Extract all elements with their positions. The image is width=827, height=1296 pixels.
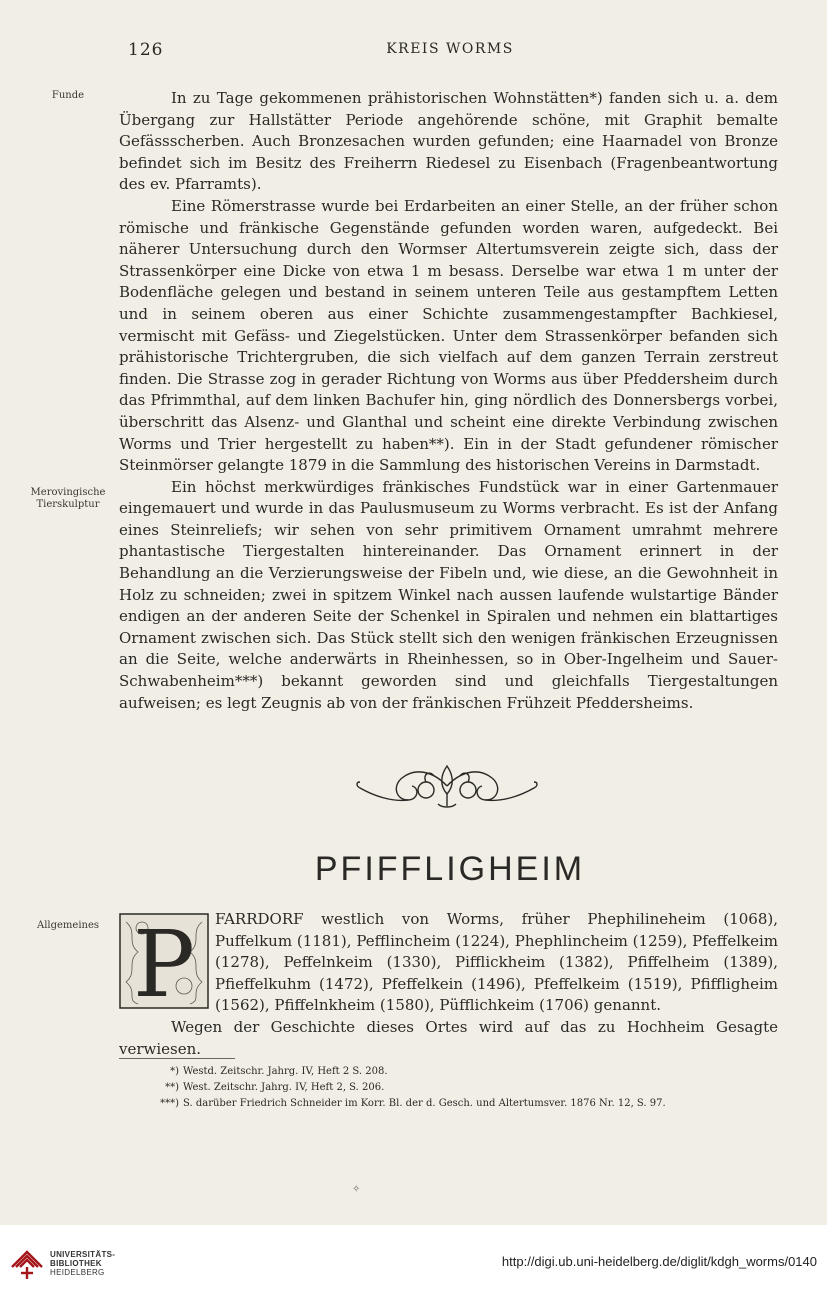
footnote-rule [119,1058,235,1059]
margin-note-allgemeines: Allgemeines [36,920,100,931]
footnote: *) Westd. Zeitschr. Jahrg. IV, Heft 2 S. 208. [170,1066,388,1077]
section2-body [119,909,778,1060]
paragraph-pfiffligheim: FARRDORF westlich von Worms, früher Phephilineheim (1068), Puffelkum (1181), Pefflincheim (1224), Phephlincheim (1259), Pfeffelkeim (1278), Peffelnkeim (1330), Pifflickheim (1382), Pfiffelheim (1389), Pfieffelkuhm (1472), Pfeffelkein (1496), Pfeffelkeim (1519), Pfiffligheim (1562), Pfiffelnkheim (1580), Püfflichkeim (1706) genannt. [215,910,778,1015]
margin-note-tierskulptur: Tierskulptur [36,499,100,510]
footnote: **) West. Zeitschr. Jahrg. IV, Heft 2, S. 206. [165,1082,385,1093]
paragraph-roemerstrasse: Eine Römerstrasse wurde bei Erdarbeiten an einer Stelle, an der früher schon römische und fränkische Gegenstände gefunden worden waren, aufgedeckt. Bei näherer Untersuchung durch den Wormser Altertumsverein zeigte sich, dass der Strassenkörper eine Dicke von etwa 1 m besass. Derselbe war etwa 1 m unter der Bodenfläche gelegen und bestand in seinem unteren Teile aus gestampftem Letten und in seinem oberen aus einer Schichte zusammengestampfter Bachkiesel, vermischt mit Gefäss- und Ziegelstücken. Unter dem Strassenkörper befanden sich prähistorische Trichtergruben, die sich vielfach auf dem ganzen Terrain zerstreut finden. Die Strasse zog in gerader Richtung von Worms aus über Pfeddersheim durch das Pfrimmthal, auf dem linken Bachufer hin, ging nördlich des Donnersbergs vorbei, überschritt das Alsenz- und Glanthal und scheint eine direkte Verbindung zwischen Worms und Trier hergestellt zu haben**). Ein in der Stadt gefundener römischer Steinmörser gelangte 1879 in die Sammlung des historischen Vereins in Darmstadt. [119,196,778,475]
library-name: UNIVERSITÄTS- BIBLIOTHEK HEIDELBERG [50,1250,116,1277]
page-number: 126 [128,40,164,60]
dropcap-letter: P [133,912,195,1010]
running-title: KREIS WORMS [386,41,514,57]
footnotes [119,1064,778,1112]
footnote: ***) S. darüber Friedrich Schneider im Korr. Bl. der d. Gesch. und Altertumsver. 1876 Nr. 12, S. 97. [160,1098,666,1109]
margin-note-funde: Funde [51,90,85,101]
section-heading: PFIFFLIGHEIM [314,850,586,888]
running-header [0,40,827,62]
paragraph-tierskulptur: Ein höchst merkwürdiges fränkisches Fundstück war in einer Gartenmauer eingemauert und wurde in das Paulusmuseum zu Worms verbracht. Es ist der Anfang eines Steinreliefs; wir sehen von sehr primitivem Ornament umrahmt mehrere phantastische Tiergestalten hintereinander. Das Ornament erinnert in der Behandlung an die Verzierungsweise der Fibeln und, wie diese, an die Gewohnheit in Holz zu schneiden; zwei in spitzem Winkel nach aussen laufende wulstartige Bänder endigen an der anderen Seite der Schenkel in Spiralen und nehmen ein blattartiges Ornament zwischen sich. Das Stück stellt sich den wenigen fränkischen Erzeugnissen an die Seite, welche anderwärts in Rheinhessen, so in Ober-Ingelheim und Sauer-Schwabenheim***) bekannt geworden sind und gleichfalls Tiergestaltungen aufweisen; es legt Zeugnis ab von der fränkischen Frühzeit Pfeddersheims. [119,477,778,712]
paragraph-funde: In zu Tage gekommenen prähistorischen Wohnstätten*) fanden sich u. a. dem Übergang zur Hallstätter Periode angehörende schöne, mit Graphit bemalte Gefässscherben. Auch Bronzesachen wurden gefunden; eine Haarnadel von Bronze befindet sich im Besitz des Freiherrn Riedesel zu Eisenbach (Fragenbeantwortung des ev. Pfarramts). [119,89,778,194]
decorative-ornament-icon [352,760,542,812]
paper-speck: ✧ [352,1184,361,1195]
section1-body [119,88,778,714]
document-url-link[interactable]: http://digi.ub.uni-heidelberg.de/diglit/kdgh_worms/0140 [501,1254,817,1269]
paragraph-verweis: Wegen der Geschichte dieses Ortes wird auf das zu Hochheim Gesagte verwiesen. [119,1017,778,1058]
margin-note-merovingische: Merovingische [30,487,106,498]
library-logo-icon [8,1245,46,1283]
footer-bar [0,1225,827,1296]
